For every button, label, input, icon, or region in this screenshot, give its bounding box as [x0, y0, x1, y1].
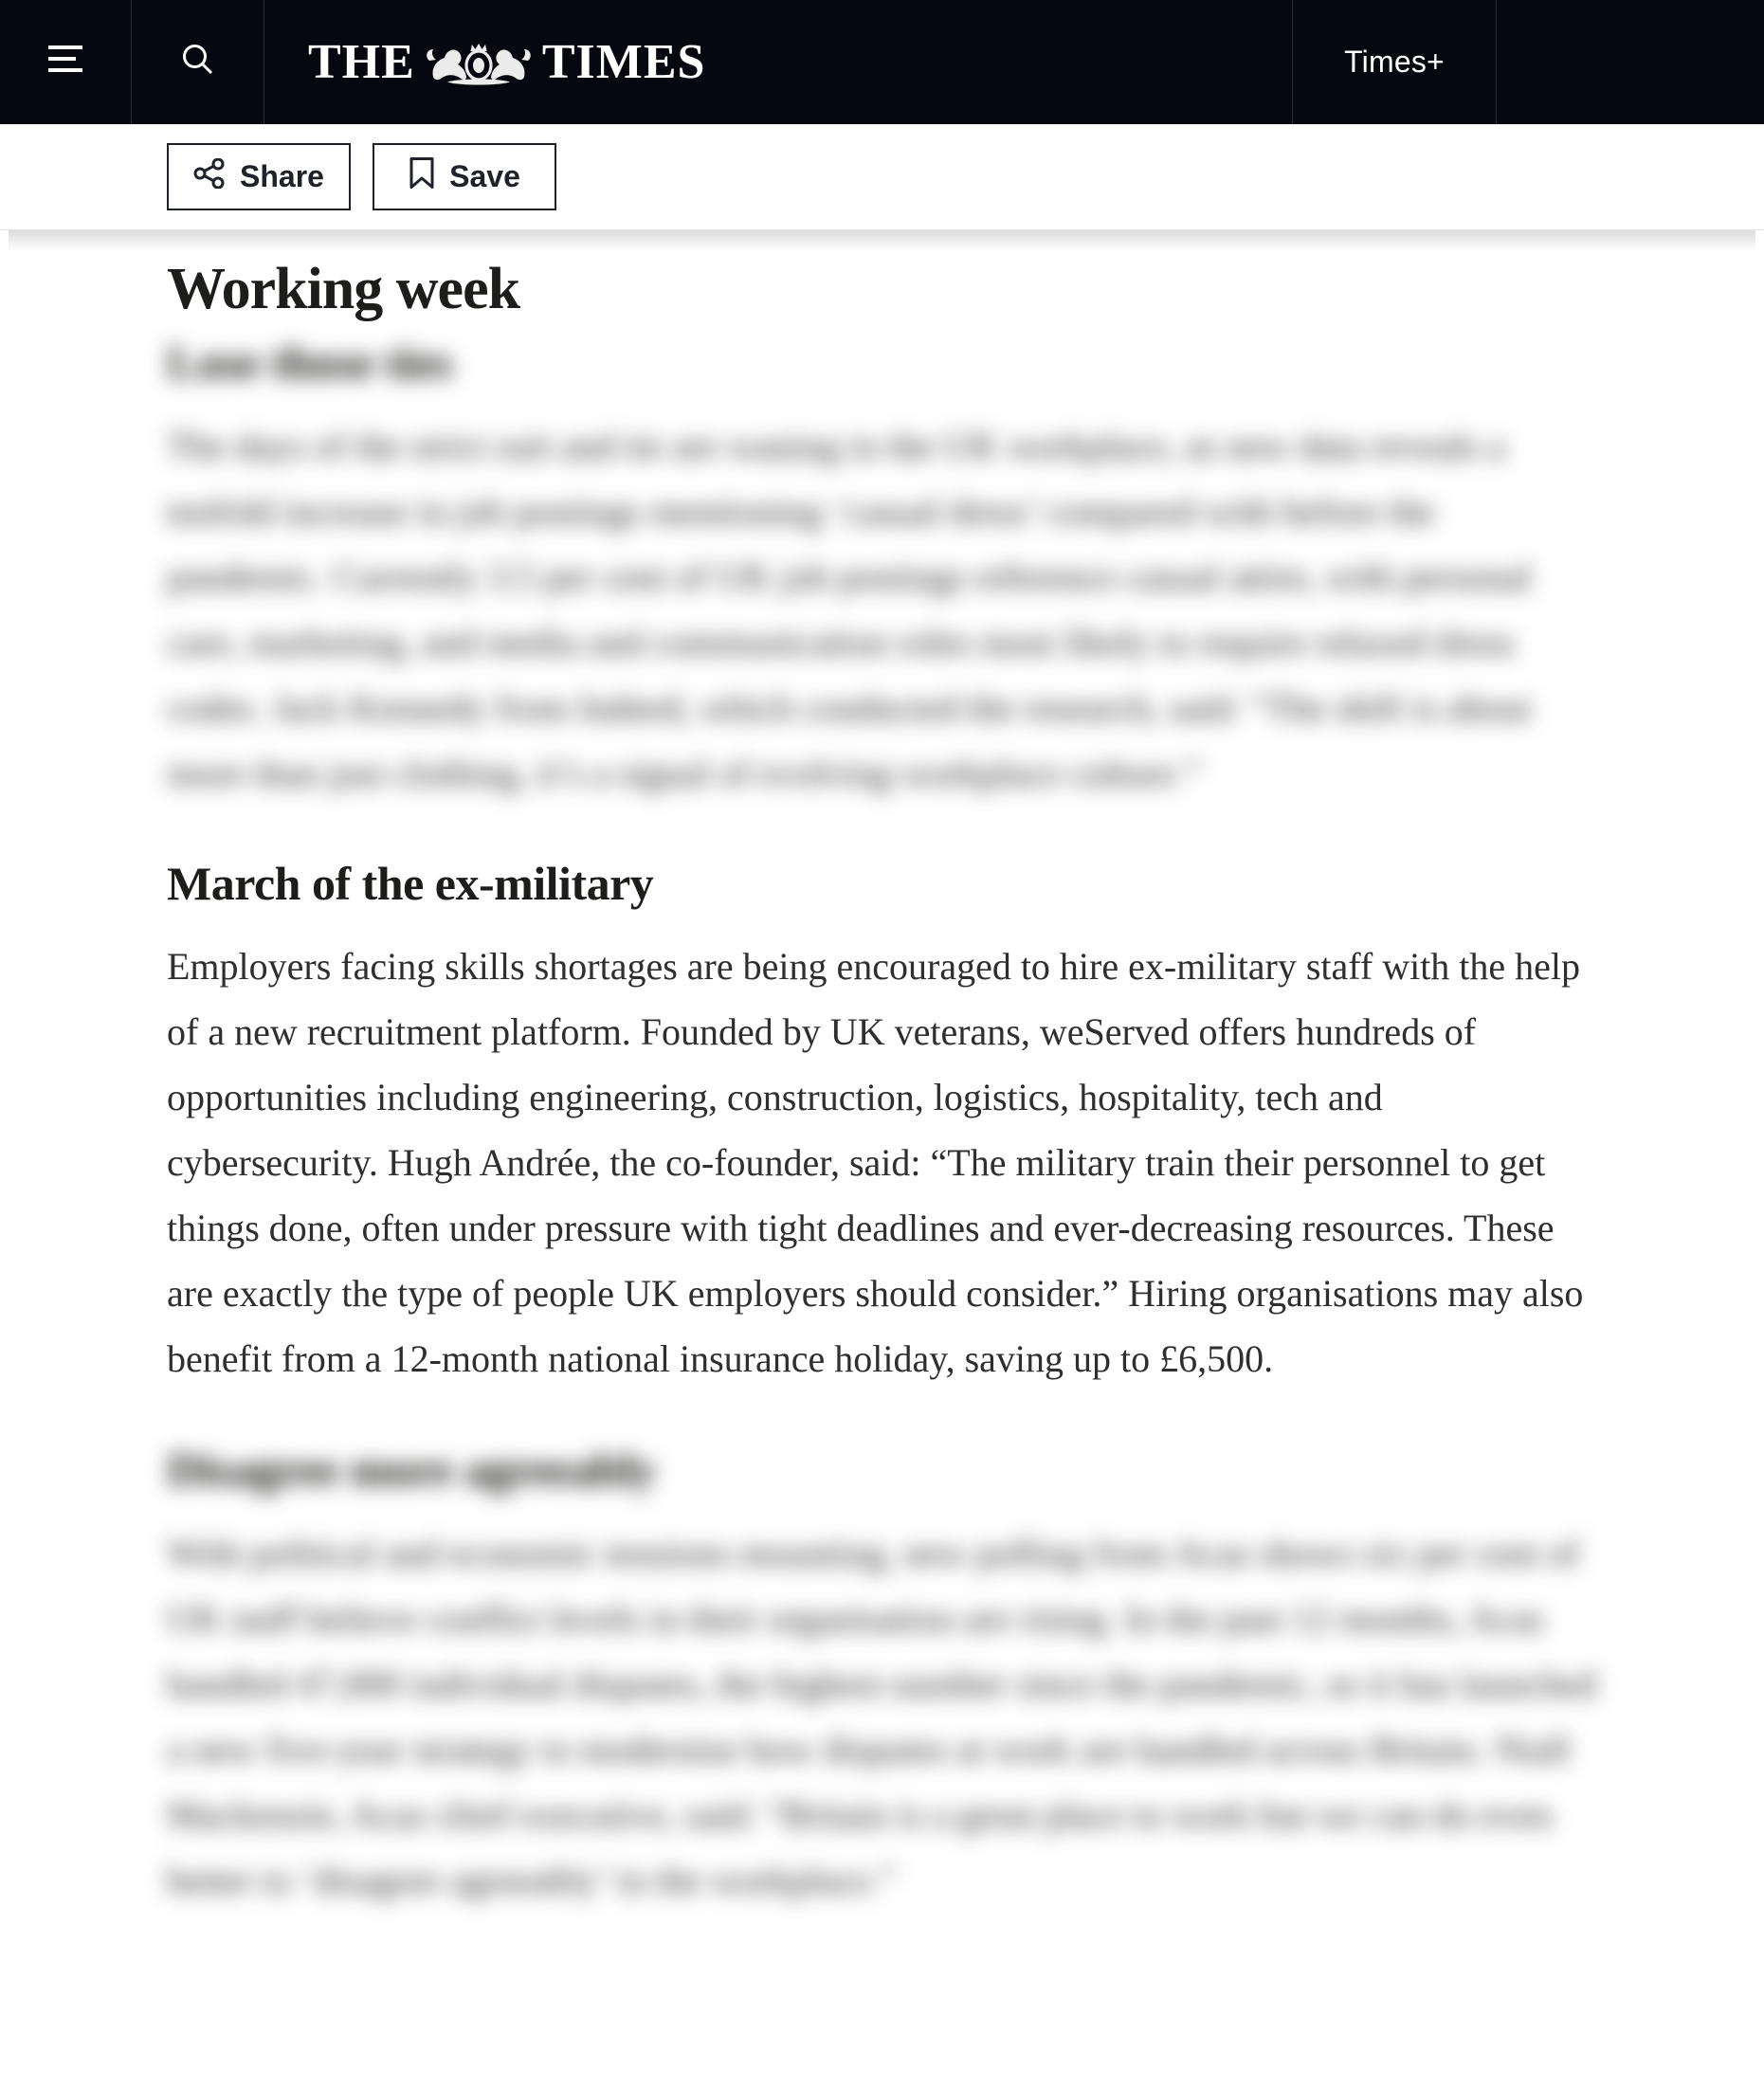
share-icon — [193, 158, 226, 196]
subheading-march-of-the-ex-military: March of the ex-military — [167, 856, 654, 910]
times-plus-label: Times+ — [1344, 45, 1445, 79]
times-plus-link[interactable] — [1292, 0, 1497, 124]
subheading-disagree-more-agreeably: Disagree more agreeably — [167, 1443, 657, 1497]
paragraph-disagree-more-agreeably: With political and economic tensions mounting, new polling from Acas shows six per cent of UK staff believe conflict levels in their organisation are rising. In the past 12 months, Acas handled 47,000 individual disputes, the highest number since the pandemic, so it has launched a new five-year strategy to modernise how disputes at work are handled across Britain. Niall Mackenzie, Acas chief executive, said: “Britain is a great place to work but we can do even better to ‘disagree agreeably’ in the workplace.” — [167, 1531, 1597, 1901]
hamburger-icon — [48, 45, 82, 79]
save-button-label: Save — [449, 159, 520, 193]
subheading-lose-those-ties: Lose those ties — [167, 336, 452, 390]
save-button[interactable] — [373, 143, 556, 210]
search-button[interactable] — [132, 0, 264, 124]
masthead[interactable] — [264, 0, 1292, 124]
search-icon — [182, 44, 214, 81]
menu-button[interactable] — [0, 0, 132, 124]
share-button[interactable] — [167, 143, 351, 210]
share-button-label: Share — [240, 159, 324, 193]
the-times-logo — [308, 34, 705, 90]
paragraph-march-of-the-ex-military: Employers facing skills shortages are being encouraged to hire ex-military staff with the help of a new recruitment platform. Founded by UK veterans, weServed offers hundreds of opportunities including engineering, construction, logistics, hospitality, tech and cybersecurity. Hugh Andrée, the co-founder, said: “The military train their personnel to get things done, often under pressure with tight deadlines and ever-decreasing resources. These are exactly the type of people UK employers should consider.” Hiring organisations may also benefit from a 12-month national insurance holiday, saving up to £6,500. — [167, 945, 1584, 1381]
article-section-title: Working week — [167, 257, 520, 321]
paragraph-lose-those-ties: The days of the strict suit and tie are waning in the UK workplace, as new data reveals a tenfold increase in job postings mentioning ‘casual dress’ compared with before the pandemic. Currently 3.5 per cent of UK job postings reference casual attire, with personal care, marketing, and media and communication roles most likely to require relaxed dress codes. Jack Kennedy from Indeed, which conducted the research, said: “The shift is about more than just clothing, it’s a signal of evolving workplace culture.” — [167, 424, 1532, 794]
header-spacer — [1497, 0, 1764, 124]
article-body — [0, 251, 1764, 1913]
royal-crest-icon — [421, 39, 536, 86]
top-navigation-bar — [0, 0, 1764, 124]
bookmark-icon — [409, 156, 435, 198]
logo-text-the: THE — [308, 35, 415, 89]
sticky-bar-shadow — [9, 230, 1755, 251]
logo-text-times: TIMES — [541, 35, 706, 89]
article-action-bar — [0, 124, 1764, 230]
